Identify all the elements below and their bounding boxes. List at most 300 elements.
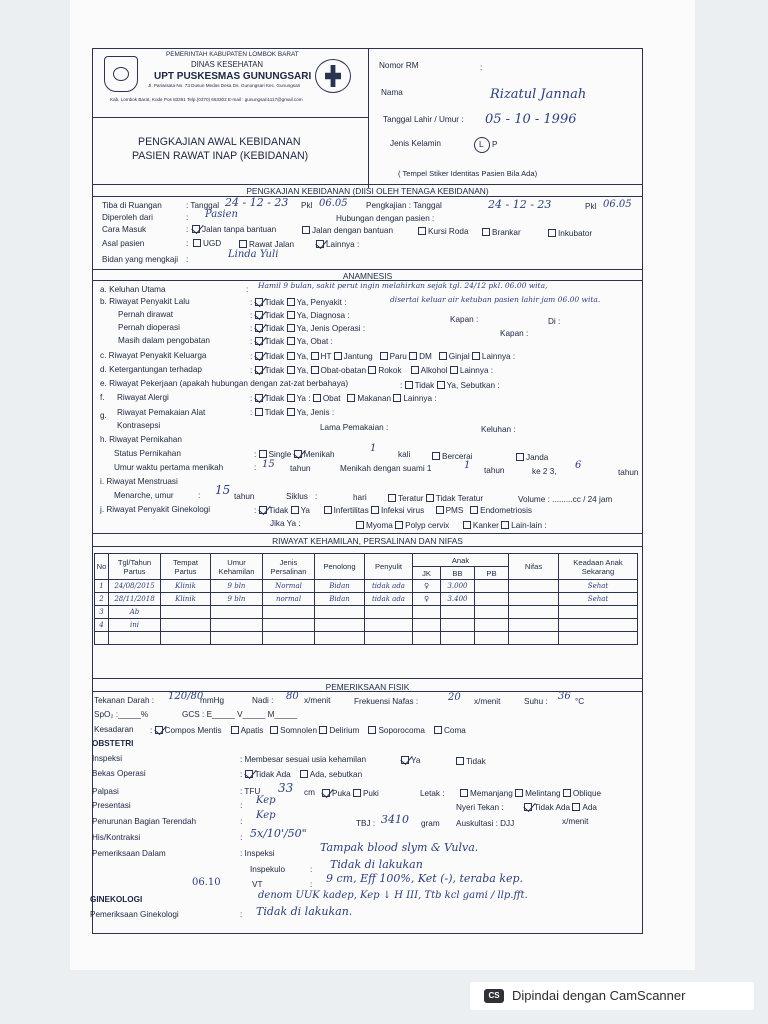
dept-label: DINAS KESEHATAN <box>191 60 264 69</box>
table-row <box>95 606 638 619</box>
checkbox-checked[interactable] <box>192 225 200 233</box>
menarche-label: Menarche, umur <box>114 491 174 500</box>
col-jenis: Jenis Persalinan <box>263 554 315 580</box>
tfu-value: 33 <box>278 781 294 795</box>
opt-label: Lainnya : <box>403 394 437 403</box>
opt-label: Ya, <box>296 352 309 361</box>
checkbox-checked[interactable] <box>255 352 263 360</box>
table-cell: Bidan <box>315 580 365 593</box>
table-cell <box>365 606 413 619</box>
checkbox[interactable] <box>411 366 419 374</box>
di-label: Di : <box>548 317 561 326</box>
hubungan-label: Hubungan dengan pasien : <box>336 214 435 223</box>
colon: : <box>240 801 243 810</box>
table-cell: 3.400 <box>441 593 475 606</box>
suami-unit: tahun <box>484 466 505 475</box>
col-jk: JK <box>413 567 441 580</box>
opt-label: Tidak <box>264 311 285 320</box>
opt-label: Tidak Teratur <box>435 494 484 503</box>
regency-logo <box>104 56 138 92</box>
rm-label: Nomor RM <box>379 61 419 70</box>
letak-label: Letak : <box>420 789 445 798</box>
table-cell <box>365 632 413 645</box>
opt-label: Ya : <box>296 394 311 403</box>
checkbox[interactable] <box>436 506 444 514</box>
ke-label: ke 2 3, <box>532 467 557 476</box>
table-cell: ini <box>109 619 161 632</box>
siklus-label: Siklus <box>286 492 308 501</box>
diperoleh-label: Diperoleh dari <box>102 213 153 222</box>
suhu-label: Suhu : <box>524 697 548 706</box>
section-kebidanan: PENGKAJIAN KEBIDANAN (DIISI OLEH TENAGA KEBIDANAN) <box>246 186 489 196</box>
nyeri-opts[interactable] <box>524 803 597 812</box>
bekas-opts[interactable]: : Tidak Ada Ada, sebutkan <box>240 770 363 779</box>
table-cell <box>475 580 509 593</box>
rule <box>92 678 643 679</box>
table-row <box>95 593 638 606</box>
checkbox[interactable] <box>287 352 295 360</box>
kesadaran-label: Kesadaran <box>94 725 134 734</box>
checkbox[interactable] <box>193 239 201 247</box>
checkbox[interactable] <box>255 408 263 416</box>
dalam-inspeksi: : Inspeksi <box>240 849 275 858</box>
checkbox-checked[interactable] <box>316 240 324 248</box>
form-title-2: PASIEN RAWAT INAP (KEBIDANAN) <box>132 150 309 162</box>
vt-value-2: denom UUK kadep, Kep ↓ H III, Ttb kcl gami / llp.fft. <box>258 890 528 901</box>
table-cell: 3 <box>95 606 109 619</box>
letak-opts[interactable] <box>460 789 601 798</box>
e-opts[interactable]: : Tidak Ya, Sebutkan : <box>400 381 500 390</box>
opt-label: Tidak <box>264 298 285 307</box>
riwayat-kontrasepsi: Riwayat Pemakaian Alat Kontrasepsi <box>117 408 206 430</box>
opt-label: Tidak Ada <box>254 770 291 779</box>
col-anak: Anak <box>413 554 509 567</box>
checkbox-checked[interactable] <box>322 789 330 797</box>
opt-label: Tidak <box>414 381 435 390</box>
checkbox[interactable] <box>231 726 239 734</box>
table-cell: tidak ada <box>365 593 413 606</box>
checkbox[interactable] <box>313 394 321 402</box>
status-pernikahan: Status Pernikahan <box>114 449 181 458</box>
table-row <box>95 619 638 632</box>
table-cell <box>475 593 509 606</box>
checkbox[interactable] <box>356 521 364 529</box>
pengkajian-label: Pengkajian : Tanggal <box>366 201 442 210</box>
checkbox[interactable] <box>393 394 401 402</box>
opt-label: Ya, Obat : <box>296 337 333 346</box>
i-opts[interactable] <box>388 494 483 503</box>
bekas-label: Bekas Operasi <box>92 769 146 778</box>
checkbox[interactable] <box>380 352 388 360</box>
checkbox[interactable] <box>291 506 299 514</box>
nadi-label: Nadi : <box>252 696 274 705</box>
inspekulo-value: Tidak di lakukan <box>330 858 423 871</box>
checkbox[interactable] <box>472 352 480 360</box>
table-cell <box>95 632 109 645</box>
table-cell <box>315 619 365 632</box>
cara-opt-4[interactable] <box>482 228 521 237</box>
opt-label: Tidak <box>264 337 285 346</box>
checkbox[interactable] <box>311 366 319 374</box>
checkbox-checked[interactable] <box>294 450 302 458</box>
checkbox[interactable] <box>405 381 413 389</box>
checkbox[interactable] <box>482 228 490 236</box>
name-value: Rizatul Jannah <box>490 87 587 102</box>
nafas-label: Frekuensi Nafas : <box>354 697 419 706</box>
table-cell <box>413 606 441 619</box>
checkbox[interactable] <box>287 324 295 332</box>
table-cell <box>441 632 475 645</box>
bidan-label: Bidan yang mengkaji <box>102 255 179 264</box>
header-divider-v <box>368 48 369 188</box>
opt-label: Brankar <box>492 228 521 237</box>
checkbox[interactable] <box>463 521 471 529</box>
f-letter: f. <box>100 393 105 402</box>
checkbox[interactable] <box>371 506 379 514</box>
suhu-value: 36 <box>558 691 571 702</box>
colon: : <box>310 865 313 874</box>
table-cell <box>475 619 509 632</box>
spo2: SpO₂ :_____% <box>94 710 149 719</box>
pengkajian-pkl: Pkl <box>585 202 597 211</box>
keluhan-label: a. Keluhan Utama <box>100 285 166 294</box>
h1-opts[interactable]: : Single Menikah <box>254 450 335 459</box>
checkbox[interactable] <box>319 726 327 734</box>
cara-opt-1[interactable] <box>192 225 276 234</box>
name-label: Nama <box>381 88 403 97</box>
col-umur: Umur Kehamilan <box>211 554 263 580</box>
checkbox[interactable] <box>353 789 361 797</box>
checkbox[interactable] <box>239 240 247 248</box>
opt-label: Obat <box>322 394 341 403</box>
opt-label: Ya <box>300 506 310 515</box>
riwayat-pernikahan: h. Riwayat Pernikahan <box>100 435 182 444</box>
checkbox-checked[interactable] <box>401 756 409 764</box>
j2-opts[interactable] <box>356 521 547 530</box>
checkbox-checked[interactable] <box>524 803 532 811</box>
checkbox[interactable] <box>470 506 478 514</box>
umur-menikah-val: 15 <box>262 459 275 470</box>
b-opt[interactable]: : Tidak Ya, Penyakit : <box>250 298 347 307</box>
siklus-unit: hari <box>353 493 367 502</box>
puskesmas-logo <box>315 59 351 93</box>
lama-pemakaian: Lama Pemakaian : <box>320 423 389 432</box>
asal-opt-2[interactable] <box>239 240 294 249</box>
table-cell: Ab <box>109 606 161 619</box>
checkbox[interactable] <box>437 381 445 389</box>
checkbox[interactable] <box>388 494 396 502</box>
opt-label: Tidak <box>264 366 285 375</box>
table-cell <box>413 632 441 645</box>
riwayat-lalu: b. Riwayat Penyakit Lalu <box>100 297 190 306</box>
b2-opt[interactable]: : Tidak Ya, Jenis Operasi : <box>250 324 366 333</box>
nafas-unit: x/menit <box>474 697 501 706</box>
table-cell: Sehat <box>559 593 638 606</box>
rule <box>92 269 643 270</box>
colon: : <box>246 285 249 294</box>
obstetri-heading: OBSTETRI <box>92 739 134 748</box>
opt-label: Menikah <box>303 450 335 459</box>
opt-label: Inkubator <box>558 229 593 238</box>
checkbox[interactable] <box>270 726 278 734</box>
table-cell <box>161 606 211 619</box>
td-label: Tekanan Darah : <box>94 696 155 705</box>
camscanner-text: Dipindai dengan CamScanner <box>512 988 686 1003</box>
opt-label: Soporocoma <box>378 726 425 735</box>
checkbox[interactable] <box>287 366 295 374</box>
checkbox[interactable] <box>572 803 580 811</box>
opt-label: Rawat Jalan <box>249 240 295 249</box>
checkbox[interactable] <box>311 352 319 360</box>
table-cell: 24/08/2015 <box>109 580 161 593</box>
checkbox-checked[interactable] <box>255 394 263 402</box>
opt-label: DM <box>419 352 432 361</box>
nafas-value: 20 <box>448 692 461 703</box>
opt-label: Melintang <box>525 789 561 798</box>
umur-menikah: Umur waktu pertama menikah <box>114 463 224 472</box>
f-opts[interactable]: : Tidak Ya : Obat Makanan Lainnya : <box>250 394 437 403</box>
tiba-tgl: : Tanggal <box>186 201 220 210</box>
col-tgl: Tgl/Tahun Partus <box>109 554 161 580</box>
table-cell: 3.000 <box>441 580 475 593</box>
table-cell <box>315 606 365 619</box>
table-cell <box>161 632 211 645</box>
table-cell <box>161 619 211 632</box>
ke-unit: tahun <box>618 468 639 477</box>
dalam-inspeksi-value: Tampak blood slym & Vulva. <box>320 841 479 854</box>
riwayat-keluarga: c. Riwayat Penyakit Keluarga <box>100 351 207 360</box>
checkbox[interactable] <box>300 770 308 778</box>
checkbox[interactable] <box>324 506 332 514</box>
checkbox[interactable] <box>450 366 458 374</box>
opt-label: Single <box>268 450 292 459</box>
obstetric-history-table <box>94 553 638 645</box>
colon: : <box>186 213 189 222</box>
janda-opt[interactable] <box>516 453 548 462</box>
tfu-unit: cm <box>304 788 315 797</box>
opt-label: Memanjang <box>470 789 513 798</box>
opt-label: Obat-obatan <box>320 366 367 375</box>
presentasi-label: Presentasi <box>92 801 131 810</box>
checkbox-checked[interactable] <box>255 337 263 345</box>
riwayat-ginekologi: j. Riwayat Penyakit Ginekologi <box>100 505 211 514</box>
checkbox[interactable] <box>409 352 417 360</box>
checkbox[interactable] <box>426 494 434 502</box>
table-cell <box>559 619 638 632</box>
opt-label: Apatis <box>240 726 264 735</box>
volume-label: Volume : .........cc / 24 jam <box>518 495 613 504</box>
opt-label: Tidak <box>264 394 285 403</box>
opt-label: Tidak <box>264 352 285 361</box>
vt-value: 9 cm, Eff 100%, Ket (-), teraba kep. <box>326 872 524 885</box>
col-bb: BB <box>441 567 475 580</box>
checkbox-checked[interactable] <box>255 366 263 374</box>
checkbox[interactable] <box>548 229 556 237</box>
checkbox[interactable] <box>563 789 571 797</box>
cara-opt-3[interactable] <box>418 227 469 236</box>
opt-label: UGD <box>203 239 222 248</box>
cara-opt-2[interactable] <box>302 226 393 235</box>
checkbox-checked[interactable] <box>155 726 163 734</box>
kes-opts[interactable]: : Compos Mentis Apatis Somnolen Delirium Soporocoma Coma <box>150 726 466 735</box>
table-cell <box>211 619 263 632</box>
section-fisik: PEMERIKSAAN FISIK <box>325 682 410 692</box>
checkbox[interactable] <box>287 394 295 402</box>
opt-label: Ya, <box>296 366 309 375</box>
checkbox-checked[interactable] <box>255 311 263 319</box>
opt-label: Jalan dengan bantuan <box>312 226 394 235</box>
opt-label: Teratur <box>398 494 424 503</box>
tiba-date: 24 - 12 - 23 <box>225 196 289 209</box>
table-cell <box>441 619 475 632</box>
checkbox[interactable] <box>287 298 295 306</box>
checkbox-checked[interactable] <box>255 324 263 332</box>
d-opts[interactable]: : Tidak Ya, Obat-obatan Rokok Alkohol Lainnya : <box>250 366 494 375</box>
vt-label: VT <box>252 880 263 889</box>
opt-label: Rokok <box>378 366 402 375</box>
cara-opt-5[interactable] <box>548 229 592 238</box>
checkbox[interactable] <box>347 394 355 402</box>
puskesmas-name: UPT PUSKESMAS GUNUNGSARI <box>154 71 312 82</box>
checkbox[interactable] <box>334 352 342 360</box>
g-opts[interactable]: : Tidak Ya, Jenis : <box>250 408 335 417</box>
checkbox[interactable] <box>460 789 468 797</box>
opt-label: Ya, Diagnosa : <box>296 311 350 320</box>
table-cell <box>109 632 161 645</box>
colon: : <box>186 225 189 234</box>
table-cell: ♀ <box>413 580 441 593</box>
opt-label: Jalan tanpa bantuan <box>202 225 277 234</box>
table-cell: ♀ <box>413 593 441 606</box>
colon: : <box>186 255 189 264</box>
rule <box>92 546 643 547</box>
opt-label: Alkohol <box>420 366 448 375</box>
g-letter: g. <box>100 411 107 420</box>
checkbox[interactable] <box>368 366 376 374</box>
checkbox[interactable] <box>287 311 295 319</box>
rule <box>92 196 643 197</box>
sex-label: Jenis Kelamin <box>390 139 441 148</box>
tiba-label: Tiba di Ruangan <box>102 201 162 210</box>
table-row <box>95 580 638 593</box>
puka-opt[interactable] <box>322 789 379 798</box>
checkbox[interactable] <box>259 450 267 458</box>
checkbox-checked[interactable] <box>259 506 267 514</box>
rm-sep: : <box>480 63 483 72</box>
col-tempat: Tempat Partus <box>161 554 211 580</box>
ginekologi-heading: GINEKOLOGI <box>90 895 143 904</box>
inspeksi-tidak[interactable] <box>456 757 486 766</box>
checkbox[interactable] <box>434 726 442 734</box>
opt-label: Polyp cervix <box>405 521 450 530</box>
sex-p: P <box>492 140 498 149</box>
masih-pengobatan: Masih dalam pengobatan <box>118 336 210 345</box>
nadi-value: 80 <box>286 691 299 702</box>
palpasi-label: Palpasi <box>92 787 119 796</box>
opt-label: Ya, Penyakit : <box>296 298 347 307</box>
b1-opt[interactable]: : Tidak Ya, Diagnosa : <box>250 311 350 320</box>
checkbox[interactable] <box>287 337 295 345</box>
checkbox[interactable] <box>439 352 447 360</box>
opt-label: Compos Mentis <box>164 726 222 735</box>
td-unit: mmHg <box>200 696 225 705</box>
c-opts[interactable]: : Tidak Ya, HT Jantung Paru DM Ginjal Lainnya : <box>250 352 516 361</box>
checkbox[interactable] <box>501 521 509 529</box>
suami-label: Menikah dengan suami 1 <box>340 464 432 473</box>
keluhan-value-2: disertai keluar air ketuban pasien lahir jam 06.00 wita. <box>390 295 601 304</box>
checkbox[interactable] <box>432 452 440 460</box>
section-anamnesis: ANAMNESIS <box>342 271 393 281</box>
keluhan-value: Hamil 9 bulan, sakit perut ingin melahirkan sejak tgl. 24/12 pkl. 06.00 wita, <box>258 281 548 290</box>
table-body <box>95 580 638 645</box>
table-cell: tidak ada <box>365 580 413 593</box>
table-cell: Normal <box>263 580 315 593</box>
presentasi-value: Kep <box>256 795 276 806</box>
opt-label: PMS <box>445 506 464 515</box>
inspeksi-ya[interactable] <box>401 756 420 765</box>
auskultasi-label: Auskultasi : DJJ <box>456 819 515 828</box>
nadi-unit: x/menit <box>304 696 331 705</box>
riwayat-pekerjaan: e. Riwayat Pekerjaan (apakah hubungan dengan zat-zat berbahaya) <box>100 379 349 388</box>
table-cell: Klinik <box>161 593 211 606</box>
inspeksi-label: Inspeksi <box>92 754 123 763</box>
checkbox[interactable] <box>456 757 464 765</box>
opt-label: Ya, Sebutkan : <box>446 381 500 390</box>
checkbox-checked[interactable] <box>255 298 263 306</box>
table-cell <box>475 632 509 645</box>
colon: : <box>240 910 243 919</box>
table-cell <box>315 632 365 645</box>
menarche-val: 15 <box>215 483 231 497</box>
suhu-unit: °C <box>575 697 585 706</box>
checkbox[interactable] <box>287 408 295 416</box>
nyeri-label: Nyeri Tekan : <box>456 803 504 812</box>
table-cell: 28/11/2018 <box>109 593 161 606</box>
col-pb: PB <box>475 567 509 580</box>
asal-opt-1[interactable] <box>193 239 221 248</box>
opt-label: Ya, Jenis Operasi : <box>296 324 366 333</box>
checkbox[interactable] <box>418 227 426 235</box>
opt-label: Tidak Ada <box>534 803 571 812</box>
dalam-label: Pemeriksaan Dalam <box>92 849 166 858</box>
opt-label: HT <box>320 352 332 361</box>
diperoleh-value: Pasien <box>205 209 238 220</box>
opt-label: Ada, sebutkan <box>309 770 363 779</box>
table-cell: Sehat <box>559 580 638 593</box>
rule <box>92 533 643 534</box>
b3-opt[interactable]: : Tidak Ya, Obat : <box>250 337 333 346</box>
his-value: 5x/10'/50" <box>250 827 307 840</box>
checkbox-checked[interactable] <box>245 770 253 778</box>
colon: : <box>254 463 257 472</box>
opt-label: Lainnya : <box>326 240 360 249</box>
opt-label: Tidak <box>264 408 285 417</box>
checkbox[interactable] <box>368 726 376 734</box>
asal-opt-3[interactable] <box>316 240 359 249</box>
kapan-2: Kapan : <box>500 329 529 338</box>
checkbox[interactable] <box>515 789 523 797</box>
cara-label: Cara Masuk <box>102 225 147 234</box>
riwayat-menstruasi: i. Riwayat Menstruasi <box>100 477 178 486</box>
td-value: 120/80 <box>168 691 204 702</box>
dob-label: Tanggal Lahir / Umur : <box>383 115 464 124</box>
checkbox[interactable] <box>302 226 310 234</box>
checkbox[interactable] <box>395 521 403 529</box>
table-cell: 2 <box>95 593 109 606</box>
j-opts[interactable]: : Tidak Ya Infertilitas Infeksi virus PMS Endometriosis <box>254 506 533 515</box>
checkbox[interactable] <box>516 453 524 461</box>
table-cell: Klinik <box>161 580 211 593</box>
